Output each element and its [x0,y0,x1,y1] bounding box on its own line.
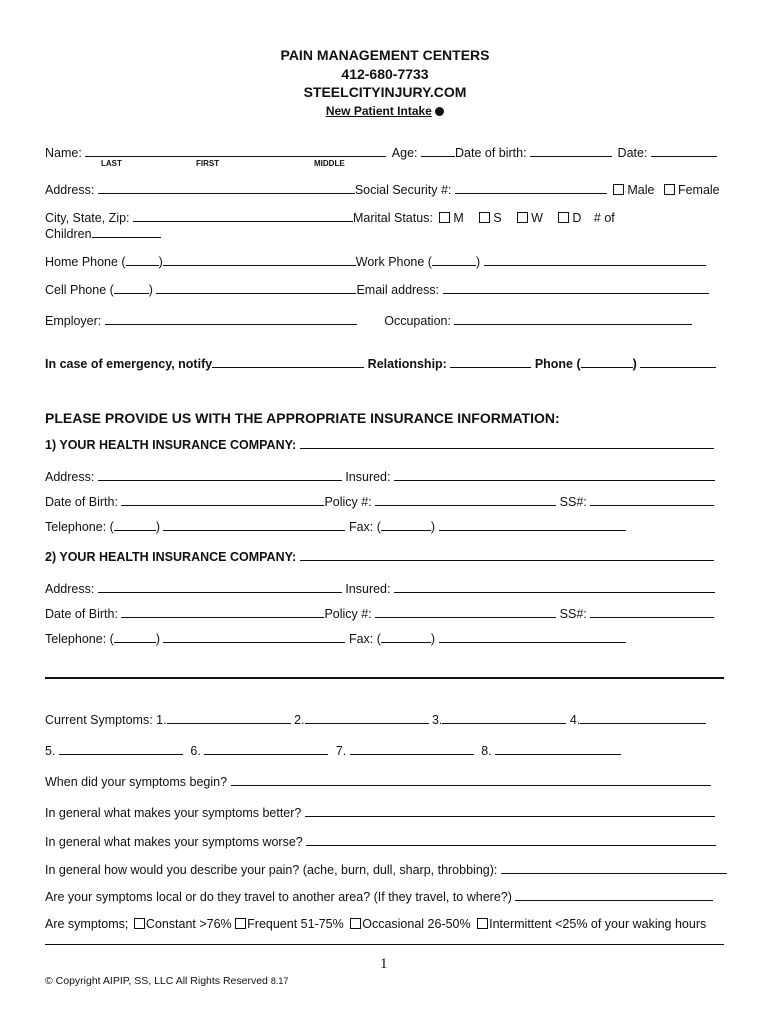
dob-label: Date of birth: [455,146,527,160]
intermittent-checkbox[interactable] [477,918,488,929]
insurance1-address-field[interactable] [98,468,342,481]
insurance2-address-label: Address: [45,582,95,596]
female-checkbox[interactable] [664,184,675,195]
insurance2-fax-label: Fax: ( [348,632,381,646]
marital-d-checkbox[interactable] [558,212,569,223]
constant-label: Constant >76% [145,917,232,931]
female-label: Female [677,183,720,197]
emergency-phone-area-field[interactable] [581,355,633,368]
name-label: Name: [45,146,82,160]
insurance1-ss-label: SS#: [559,495,587,509]
insurance1-company-field[interactable] [300,436,714,449]
insurance2-telephone-row: Telephone: ( ) Fax: ( ) [45,630,626,646]
frequency-label: Are symptoms; [45,917,129,931]
insurance2-telephone-area-field[interactable] [114,630,156,643]
insurance1-address-row [45,468,715,484]
relationship-label: Relationship: [367,357,447,371]
insurance2-dob-row [45,605,714,621]
symptom-4-label: 4. [569,713,581,727]
marital-s-label: S [493,211,502,225]
intermittent-label: Intermittent <25% of your waking hours [489,917,707,931]
org-website: STEELCITYINJURY.COM [303,84,467,100]
relationship-field[interactable] [450,355,531,368]
footer-divider [45,944,724,945]
symptoms-current-label: Current Symptoms: 1. [45,713,167,727]
age-field[interactable] [421,144,455,157]
children-label-b: Children [45,227,92,241]
copyright-row [45,975,288,987]
question-local-row [45,888,713,904]
insurance1-company-row [45,436,714,452]
symptom-7-label: 7. [335,744,347,758]
emergency-row: In case of emergency, notify Relationship: Phone ( ) [45,355,716,371]
employer-label: Employer: [45,314,102,328]
symptom-8-label: 8. [481,744,492,758]
insurance2-dob-label: Date of Birth: [45,607,118,621]
age-label: Age: [391,146,418,160]
work-phone-area-field[interactable] [432,253,476,266]
form-subtitle [0,104,770,118]
question-describe-row [45,861,727,877]
dob-field[interactable] [530,144,612,157]
insurance2-fax-area-field[interactable] [381,630,431,643]
symptom-7-field[interactable] [350,742,474,755]
first-label: FIRST [196,159,220,168]
work-phone-label: Work Phone ( [355,255,432,269]
symptom-5-label: 5. [45,744,56,758]
symptoms-row-1 [45,711,706,727]
children-label-a: # of [593,211,615,225]
question-better-row [45,804,715,820]
name-row [45,144,717,160]
org-name: PAIN MANAGEMENT CENTERS [280,47,490,63]
symptom-2-field[interactable] [305,711,429,724]
insurance1-address-label: Address: [45,470,95,484]
insurance1-company-label: 1) YOUR HEALTH INSURANCE COMPANY: [45,438,297,452]
insurance2-address-row [45,580,715,596]
insurance1-policy-label: Policy #: [324,495,372,509]
occupation-label: Occupation: [384,314,451,328]
name-field[interactable] [85,144,386,157]
address-field[interactable] [98,181,355,194]
insurance2-telephone-label: Telephone: ( [45,632,114,646]
occasional-checkbox[interactable] [350,918,361,929]
symptom-8-field[interactable] [495,742,621,755]
symptom-4-field[interactable] [580,711,706,724]
question-local-field[interactable] [515,888,713,901]
city-row [45,209,615,225]
question-begin-row [45,773,711,789]
cell-phone-area-field[interactable] [114,281,149,294]
question-worse-field[interactable] [306,833,716,846]
insurance2-company-row [45,548,714,564]
symptom-6-label: 6. [190,744,201,758]
home-phone-field[interactable] [163,253,356,266]
children-field[interactable] [92,225,161,238]
question-describe-field[interactable] [501,861,727,874]
insurance1-telephone-label: Telephone: ( [45,520,114,534]
ssn-field[interactable] [455,181,607,194]
symptom-1-field[interactable] [167,711,291,724]
page-number: 1 [380,956,388,972]
last-label: LAST [101,159,122,168]
work-phone-field[interactable] [484,253,706,266]
insurance1-telephone-row: Telephone: ( ) Fax: ( ) [45,518,626,534]
insurance2-ss-field[interactable] [590,605,714,618]
ssn-label: Social Security #: [354,183,452,197]
insurance-heading: PLEASE PROVIDE US WITH THE APPROPRIATE INSURANCE INFORMATION: [45,410,560,426]
occasional-label: Occasional 26-50% [362,917,471,931]
question-begin-field[interactable] [231,773,711,786]
home-phone-row: Home Phone ( ) Work Phone ( ) [45,253,706,269]
date-field[interactable] [651,144,717,157]
cell-phone-field[interactable] [156,281,356,294]
insurance2-telephone-field[interactable] [163,630,345,643]
employer-field[interactable] [105,312,357,325]
middle-label: MIDDLE [314,159,345,168]
question-worse-row [45,833,716,849]
emergency-phone-field[interactable] [640,355,716,368]
marital-d-label: D [572,211,582,225]
frequent-label: Frequent 51-75% [247,917,344,931]
city-label: City, State, Zip: [45,211,130,225]
emergency-phone-label: Phone ( [534,357,581,371]
insurance2-ss-label: SS#: [559,607,587,621]
children-row [45,225,161,241]
date-label: Date: [617,146,648,160]
marital-s-checkbox[interactable] [479,212,490,223]
home-phone-label: Home Phone ( [45,255,126,269]
insurance1-dob-row [45,493,714,509]
insurance2-address-field[interactable] [98,580,342,593]
insurance1-fax-field[interactable] [439,518,626,531]
marital-m-checkbox[interactable] [439,212,450,223]
symptoms-row-2 [45,742,621,758]
male-label: Male [627,183,655,197]
insurance1-fax-label: Fax: ( [348,520,381,534]
insurance1-insured-label: Insured: [345,470,391,484]
insurance2-insured-label: Insured: [345,582,391,596]
email-field[interactable] [443,281,709,294]
subtitle-text: New Patient Intake [325,104,432,118]
employer-row [45,312,692,328]
question-begin-label: When did your symptoms begin? [45,775,228,789]
question-worse-label: In general what makes your symptoms worse? [45,835,303,849]
question-better-label: In general what makes your symptoms better? [45,806,302,820]
copyright-version: 8.17 [270,976,289,986]
symptom-6-field[interactable] [204,742,328,755]
frequent-checkbox[interactable] [235,918,246,929]
insurance2-fax-field[interactable] [439,630,626,643]
symptom-5-field[interactable] [59,742,183,755]
copyright-text: © Copyright AIPIP, SS, LLC All Rights Reserved [45,975,268,987]
symptom-2-label: 2. [294,713,305,727]
marital-label: Marital Status: [353,211,433,225]
constant-checkbox[interactable] [134,918,145,929]
cell-phone-row: Cell Phone ( ) Email address: [45,281,709,297]
insurance1-dob-field[interactable] [121,493,324,506]
insurance2-company-field[interactable] [300,548,714,561]
insurance1-dob-label: Date of Birth: [45,495,118,509]
symptom-3-field[interactable] [442,711,566,724]
insurance1-telephone-field[interactable] [163,518,345,531]
insurance2-dob-field[interactable] [121,605,324,618]
org-phone: 412-680-7733 [341,66,429,82]
symptom-3-label: 3. [431,713,443,727]
insurance1-fax-area-field[interactable] [381,518,431,531]
question-describe-label: In general how would you describe your pain? (ache, burn, dull, sharp, throbbing): [45,863,498,877]
insurance1-policy-field[interactable] [375,493,556,506]
insurance1-ss-field[interactable] [590,493,714,506]
address-row [45,181,720,197]
marital-w-label: W [531,211,543,225]
insurance1-insured-field[interactable] [394,468,715,481]
address-label: Address: [45,183,95,197]
insurance2-company-label: 2) YOUR HEALTH INSURANCE COMPANY: [45,550,297,564]
insurance1-telephone-area-field[interactable] [114,518,156,531]
marital-m-label: M [453,211,464,225]
occupation-field[interactable] [454,312,692,325]
section-divider [45,677,724,679]
male-checkbox[interactable] [613,184,624,195]
question-better-field[interactable] [305,804,715,817]
emergency-label: In case of emergency, notify [45,357,213,371]
insurance2-policy-field[interactable] [375,605,556,618]
marital-w-checkbox[interactable] [517,212,528,223]
question-local-label: Are your symptoms local or do they travel to another area? (If they travel, to where?) [45,890,512,904]
home-phone-area-field[interactable] [126,253,159,266]
cell-phone-label: Cell Phone ( [45,283,114,297]
city-field[interactable] [133,209,353,222]
frequency-row [45,917,706,931]
insurance2-insured-field[interactable] [394,580,715,593]
info-dot-icon [435,107,444,116]
email-label: Email address: [356,283,440,297]
insurance2-policy-label: Policy #: [324,607,372,621]
emergency-field[interactable] [212,355,364,368]
